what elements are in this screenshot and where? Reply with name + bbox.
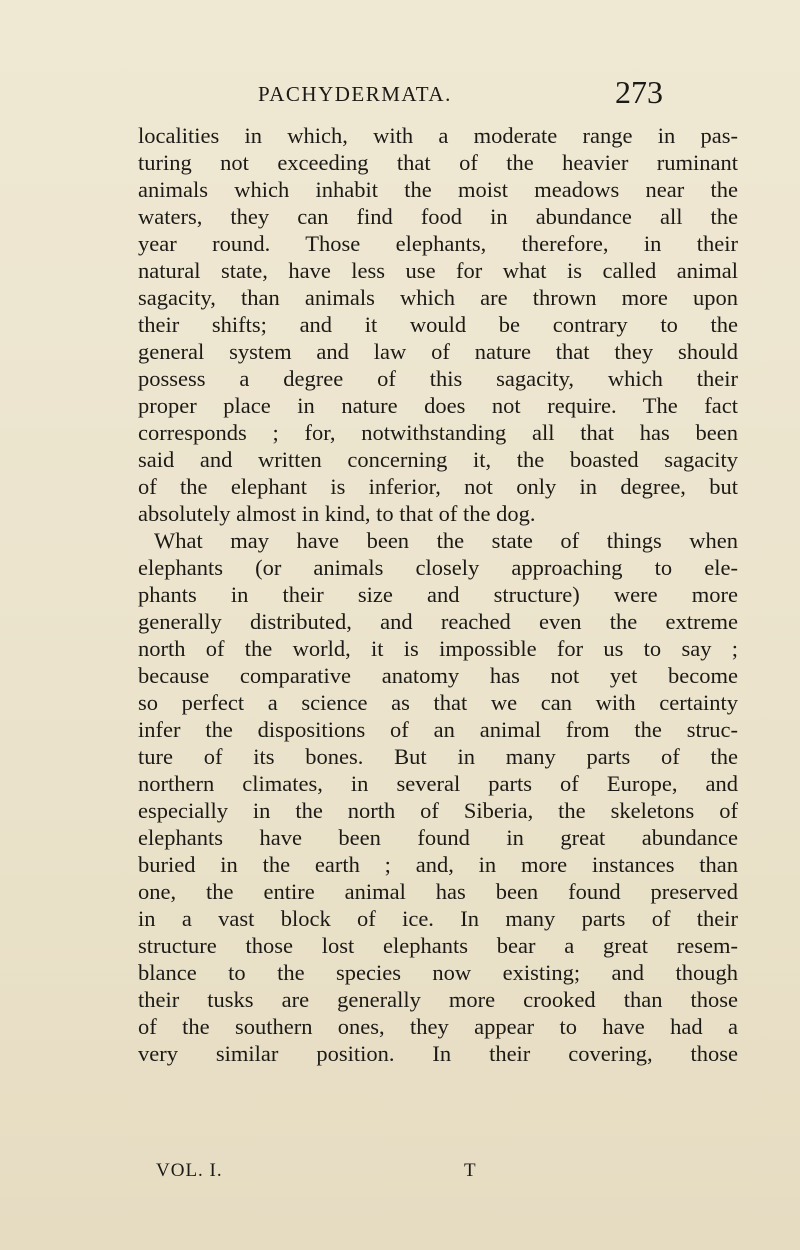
text-line: absolutely almost in kind, to that of the dog.	[138, 501, 536, 526]
text-line: waters, they can find food in abundance all the	[138, 204, 738, 229]
text-line: animals which inhabit the moist meadows near the	[138, 177, 738, 202]
text-line: north of the world, it is impossible for us to say ;	[138, 636, 738, 661]
text-line: especially in the north of Siberia, the skeletons of	[138, 798, 738, 823]
text-line: blance to the species now existing; and though	[138, 960, 738, 985]
text-line: turing not exceeding that of the heavier ruminant	[138, 150, 738, 175]
text-line: structure those lost elephants bear a great resem-	[138, 933, 738, 958]
text-line: their tusks are generally more crooked than those	[138, 987, 738, 1012]
text-line: elephants have been found in great abundance	[138, 825, 738, 850]
text-line: very similar position. In their covering, those	[138, 1041, 738, 1066]
text-line: of the elephant is inferior, not only in degree, but	[138, 474, 738, 499]
text-line: said and written concerning it, the boasted sagacity	[138, 447, 738, 472]
text-line: year round. Those elephants, therefore, in their	[138, 231, 738, 256]
text-line: buried in the earth ; and, in more instances than	[138, 852, 738, 877]
text-line: of the southern ones, they appear to have had a	[138, 1014, 738, 1039]
text-line: one, the entire animal has been found preserved	[138, 879, 738, 904]
text-line: so perfect a science as that we can with certainty	[138, 690, 738, 715]
text-line: natural state, have less use for what is called animal	[138, 258, 738, 283]
text-line: infer the dispositions of an animal from the struc-	[138, 717, 738, 742]
text-line: generally distributed, and reached even the extreme	[138, 609, 738, 634]
text-line: sagacity, than animals which are thrown more upon	[138, 285, 738, 310]
text-line: in a vast block of ice. In many parts of their	[138, 906, 738, 931]
body-text	[138, 122, 738, 1067]
running-head: PACHYDERMATA.	[258, 82, 452, 106]
text-line: general system and law of nature that they should	[138, 339, 738, 364]
text-line: corresponds ; for, notwithstanding all that has been	[138, 420, 738, 445]
text-line: because comparative anatomy has not yet become	[138, 663, 738, 688]
text-line: their shifts; and it would be contrary to the	[138, 312, 738, 337]
text-line: proper place in nature does not require. The fact	[138, 393, 738, 418]
text-line: ture of its bones. But in many parts of the	[138, 744, 738, 769]
text-line: elephants (or animals closely approaching to ele-	[138, 555, 738, 580]
page-number: 273	[615, 74, 663, 110]
volume-label: VOL. I.	[156, 1160, 223, 1181]
text-line: localities in which, with a moderate range in pas-	[138, 123, 738, 148]
page-footer	[138, 1160, 738, 1184]
text-line: phants in their size and structure) were more	[138, 582, 738, 607]
signature-mark: T	[464, 1160, 477, 1181]
text-line: northern climates, in several parts of Europe, and	[138, 771, 738, 796]
text-line: What may have been the state of things when	[154, 528, 738, 553]
text-line: possess a degree of this sagacity, which their	[138, 366, 738, 391]
